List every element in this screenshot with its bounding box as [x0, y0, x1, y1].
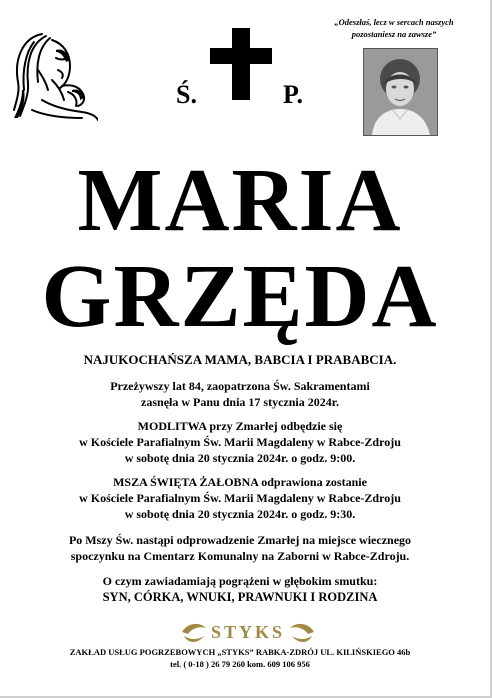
styks-logo [178, 618, 318, 646]
relations-line [20, 352, 460, 368]
death-line-2: zasnęła w Panu dnia 17 stycznia 2024r. [141, 395, 339, 409]
mourners-info [20, 573, 460, 605]
death-info [20, 378, 460, 410]
mass-line-3: w sobotę dnia 20 stycznia 2024r. o godz. 9:30. [124, 507, 356, 521]
sp-left-letter: Ś. [176, 80, 197, 109]
mourners-line-1: O czym zawiadamiają pogrążeni w głębokim smutku: [102, 574, 378, 588]
mass-info [20, 474, 460, 522]
mourners-line-2: SYN, CÓRKA, WNUKI, PRAWNUKI I RODZINA [102, 590, 378, 604]
company-line: ZAKŁAD USŁUG POGRZEBOWYCH „STYKS” RABKA-ZDRÓJ UL. KILIŃSKIEGO 46b [69, 647, 411, 657]
funeral-home-info [20, 646, 460, 670]
prayer-line-2: w Kościele Parafialnym Św. Marii Magdaleny w Rabce-Zdroju [79, 435, 401, 449]
death-line-1: Przeżywszy lat 84, zaopatrzona Św. Sakramentami [110, 379, 370, 393]
burial-info [20, 532, 460, 564]
mass-line-1: MSZA ŚWIĘTA ŻAŁOBNA odprawiona zostanie [113, 475, 367, 489]
mass-line-2: w Kościele Parafialnym Św. Marii Magdaleny w Rabce-Zdroju [79, 491, 401, 505]
praying-jesus-icon [12, 30, 98, 122]
logo-text: STYKS [210, 622, 286, 642]
sp-right-letter: P. [283, 80, 303, 109]
quote-line-1: „Odeszłaś, lecz w sercach naszych [334, 17, 454, 27]
latin-cross-icon [210, 28, 272, 100]
prayer-line-1: MODLITWA przy Zmarłej odbędzie się [137, 419, 343, 433]
burial-line-1: Po Mszy Św. nastąpi odprowadzenie Zmarłej na miejsce wiecznego [68, 533, 412, 547]
portrait-photo [363, 48, 438, 136]
prayer-line-3: w sobotę dnia 20 stycznia 2024r. o godz. 9:00. [124, 451, 356, 465]
burial-line-2: spoczynku na Cmentarz Komunalny na Zaborni w Rabce-Zdroju. [70, 549, 410, 563]
last-name: GRZĘDA [41, 247, 439, 346]
phone-line: tel. ( 0-18 ) 26 79 260 kom. 609 106 956 [170, 659, 310, 669]
quote-line-2: pozostaniesz na zawsze” [351, 29, 437, 39]
relations-text: NAJUKOCHAŃSZA MAMA, BABCIA I PRABABCIA. [83, 352, 397, 367]
first-name: MARIA [77, 151, 403, 250]
prayer-info [20, 418, 460, 466]
memorial-quote [320, 16, 468, 40]
